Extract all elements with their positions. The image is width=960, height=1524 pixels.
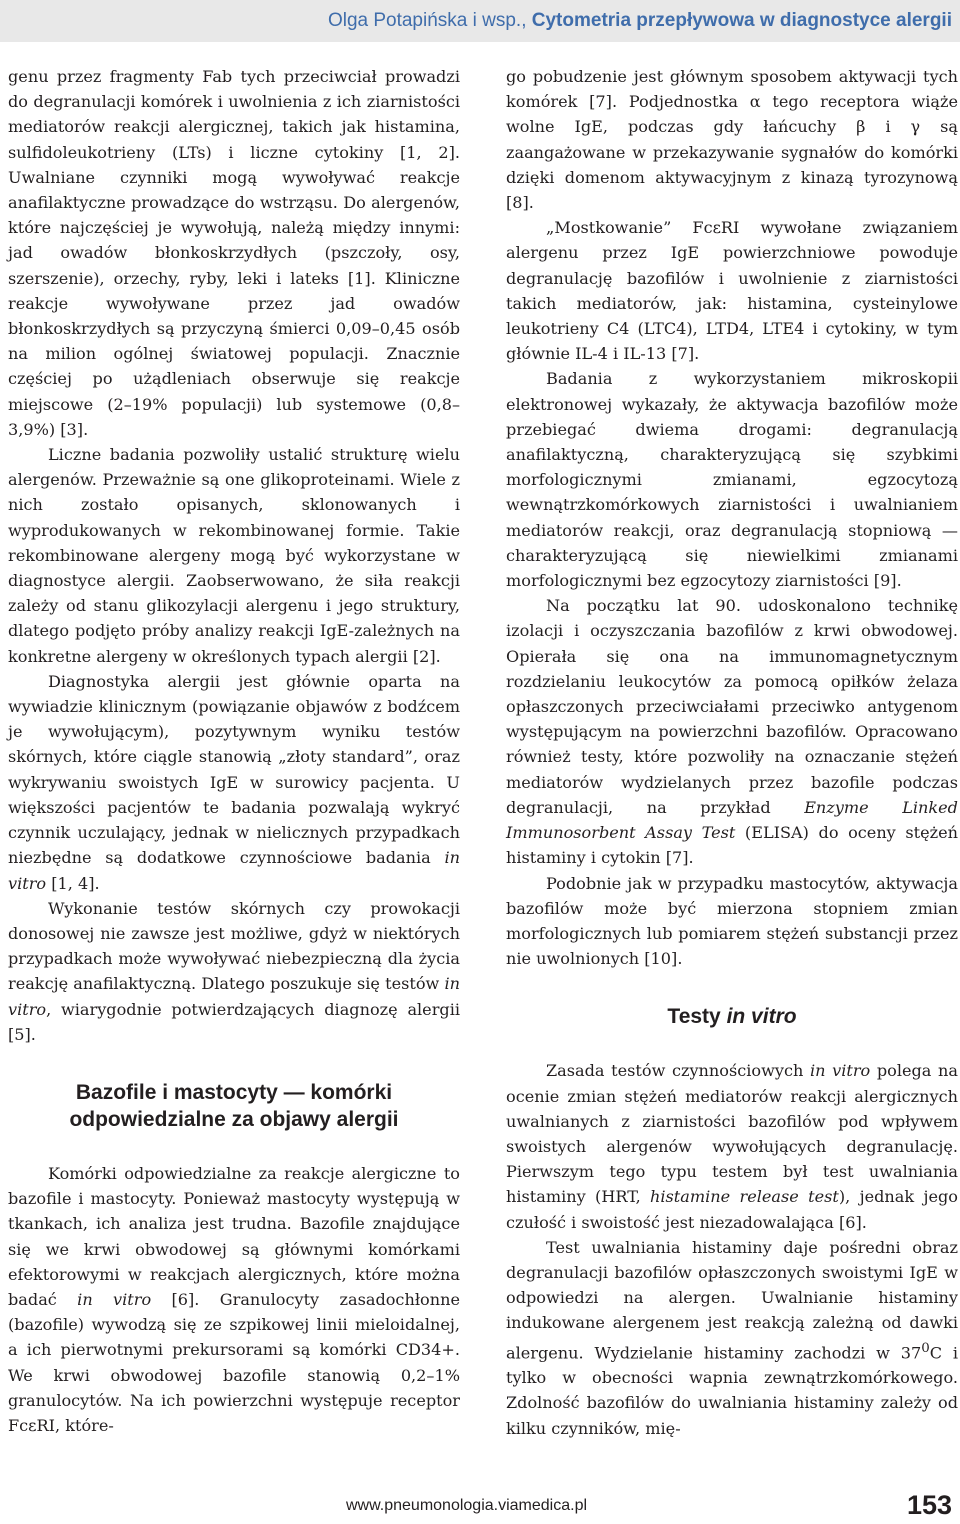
right-column <box>506 64 958 1441</box>
header-title: Cytometria przepływowa w diagnostyce alergii <box>531 10 952 31</box>
paragraph: Na początku lat 90. udoskonalono technikę izolacji i oczyszczania bazofilów z krwi obwodowej. Opierała się ona na immunomagnetycznym rozdzielaniu leukocytów za pomocą opiłków żelaza opłaszczonych przeciwciałami przeciwko antygenom występującym na powierzchni bazofilów. Opracowano również testy, które pozwoliły na oznaczanie stężeń mediatorów wydzielanych przez bazofile podczas degranulacji, na przykład Enzyme Linked Immunosorbent Assay Test (ELISA) do oceny stężeń histaminy i cytokin [7]. <box>506 596 958 868</box>
paragraph: Podobnie jak w przypadku mastocytów, aktywacja bazofilów może być mierzona stopniem zmian morfologicznych lub pomiarem stężeń substancji przez nie uwolnionych [10]. <box>506 873 958 969</box>
paragraph: genu przez fragmenty Fab tych przeciwciał prowadzi do degranulacji komórek i uwolnienia z ich ziarnistości mediatorów reakcji alergicznej, takich jak histamina, sulfidoleukotrieny (LTs) i liczne cytokiny [1, 2]. Uwalniane czynniki mogą wywoływać reakcje anafilaktyczne prowadzące do wstrząsu. Do alergenów, które najczęściej je wywołują, należą między innymi: jad owadów błonkoskrzydłych (pszczoły, osy, szerszenie), orzechy, ryby, leki i lateks [1]. Kliniczne reakcje wywoływane przez jad owadów błonkoskrzydłych są przyczyną śmierci 0,09–0,45 osób na milion ogólnej światowej populacji. Znacznie częściej po użądleniach obserwuje się reakcje miejscowe (2–19% populacji) lub systemowe (0,8–3,9%) [3]. <box>8 67 460 439</box>
page-number: 153 <box>906 1490 952 1520</box>
paragraph: „Mostkowanie” FcεRI wywołane związaniem alergenu przez IgE powierzchniowe powoduje degranulację bazofilów i uwolnienie z ziarnistości takich mediatorów, jak: histamina, cysteinylowe leukotrieny C4 (LTC4), LTD4, LTE4 i cytokiny, w tym głównie IL-4 i IL-13 [7]. <box>506 218 958 364</box>
footer-url: www.pneumonologia.viamedica.pl <box>346 1497 588 1514</box>
paragraph: Liczne badania pozwoliły ustalić strukturę wielu alergenów. Przeważnie są one glikoproteinami. Wiele z nich zostało opisanych, sklonowanych i wyprodukowanych w rekombinowanej formie. Takie rekombinowane alergeny mogą być wykorzystane w diagnostyce alergii. Zaobserwowano, że siła reakcji zależy od stanu glikozylacji alergenu i jego struktury, dlatego podjęto próby analizy reakcji IgE-zależnych na konkretne alergeny w określonych typach alergii [2]. <box>8 445 460 666</box>
paragraph: Diagnostyka alergii jest głównie oparta na wywiadzie klinicznym (powiązanie objawów z bodźcem je wywołującym), pozytywnym wyniku testów skórnych, które ciągle stanowią „złoty standard”, oraz wykrywaniu swoistych IgE w surowicy pacjenta. U większości pacjentów te badania pozwalają wykryć czynnik uczulający, jednak w nielicznych przypadkach niezbędne są dodatkowe czynnościowe badania in vitro [1, 4]. <box>8 671 460 893</box>
paragraph: Komórki odpowiedzialne za reakcje alergiczne to bazofile i mastocyty. Ponieważ mastocyty występują w tkankach, ich analiza jest trudna. Bazofile znajdujące się we krwi obwodowej są głównymi komórkami efektorowymi w reakcjach alergicznych, które można badać in vitro [6]. Granulocyty zasadochłonne (bazofile) wywodzą się ze szpikowej linii mieloidalnej, a ich pierwotnymi prekursorami są komórki CD34+. We krwi obwodowej bazofile stanowią 0,2–1% granulocytów. Na ich powierzchni występuje receptor FcεRI, które- <box>8 1163 460 1435</box>
header-authors: Olga Potapińska i wsp., <box>327 10 527 31</box>
paragraph: go pobudzenie jest głównym sposobem aktywacji tych komórek [7]. Podjednostka α tego receptora wiąże wolne IgE, podczas gdy łańcuchy β i γ są zaangażowane w przekazywanie sygnałów do komórki dzięki domenom aktywacyjnym z kinazą tyrozynową [8]. <box>506 67 958 213</box>
paragraph: Badania z wykorzystaniem mikroskopii elektronowej wykazały, że aktywacja bazofilów może przebiegać dwiema drogami: degranulacją anafilaktyczną, charakteryzującą się szybkimi morfologicznymi zmianami, egzocytozą wewnątrzkomórkowych ziarnistości i uwalnianiem mediatorów reakcji, oraz degranulacją stopniową — charakteryzującą się niewielkimi zmianami morfologicznymi bez egzocytozy ziarnistości [9]. <box>506 369 958 591</box>
running-header-text <box>328 0 952 42</box>
paragraph: Test uwalniania histaminy daje pośredni obraz degranulacji bazofilów opłaszczonych swoistymi IgE w odpowiedzi na alergen. Uwalnianie histaminy indukowane alergenem jest reakcją zależną od dawki alergenu. Wydzielanie histaminy zachodzi w $37^0C$ i tylko w obecności wapnia zewnątrzkomórkowego. Zdolność bazofilów do uwalniania histaminy zależy od kilku czynników, mię- <box>506 1237 959 1438</box>
section-heading: Testy in vitro <box>667 1005 797 1029</box>
left-column <box>8 64 460 1438</box>
running-header <box>0 0 960 42</box>
paragraph: Zasada testów czynnościowych in vitro polega na ocenie zmian stężeń mediatorów reakcji alergicznych uwalnianych z ziarnistości bazofilów pod wpływem swoistych alergenów wywołujących degranulację. Pierwszym tego typu testem był test uwalniania histaminy (HRT, histamine release test), jednak jego czułość i swoistość jest niezadowalająca [6]. <box>506 1061 958 1232</box>
paragraph: Wykonanie testów skórnych czy prowokacji donosowej nie zawsze jest możliwe, gdyż w niektórych przypadkach może wywoływać niebezpieczną dla życia reakcję anafilaktyczną. Dlatego poszukuje się testów in vitro, wiarygodnie potwierdzających diagnozę alergii [5]. <box>8 898 460 1044</box>
section-heading: Bazofile i mastocyty — komórki odpowiedzialne za objawy alergii <box>69 1080 399 1131</box>
